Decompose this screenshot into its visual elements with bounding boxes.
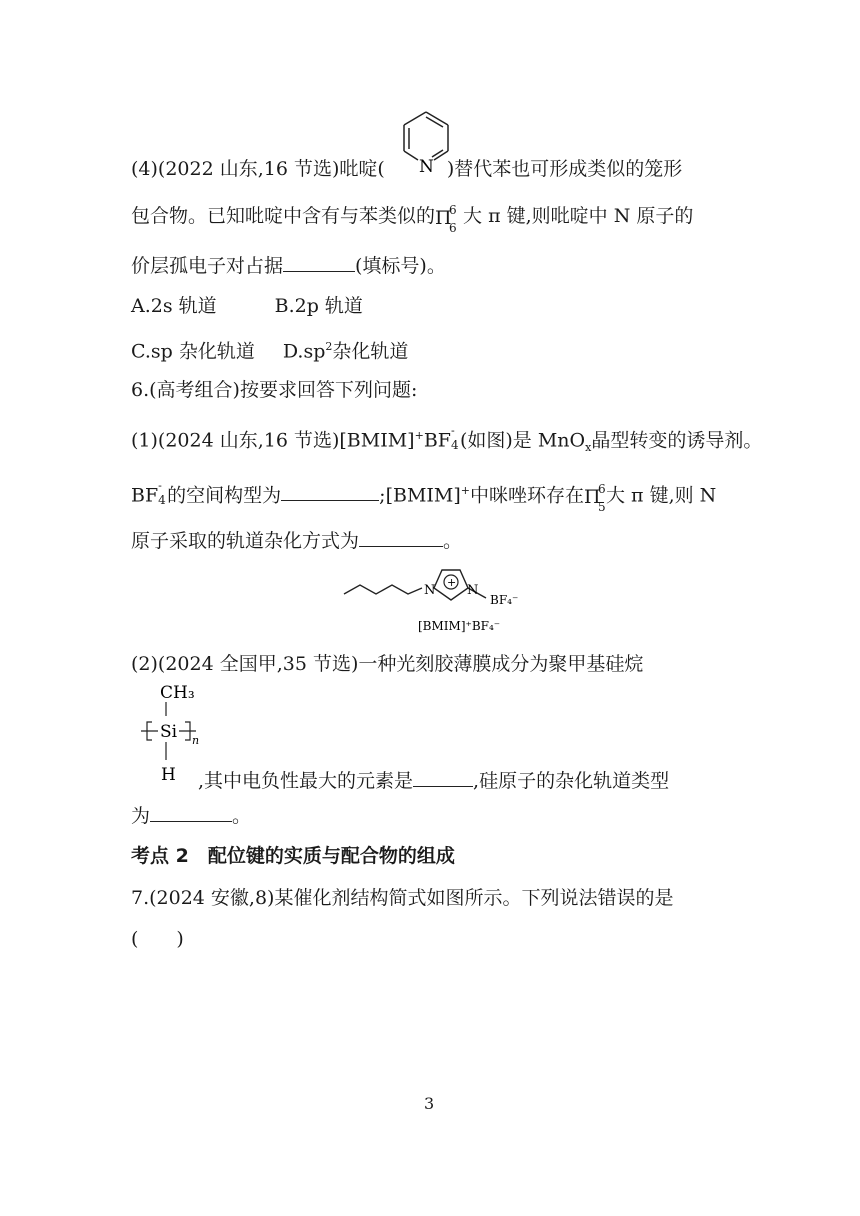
bmim-structure	[338, 558, 528, 638]
q6-part2-line1: (2)(2024 全国甲,35 节选)一种光刻胶薄膜成分为聚甲基硅烷	[131, 653, 644, 675]
svg-text:n: n	[192, 734, 200, 747]
answer-blank[interactable]	[283, 251, 355, 272]
q7-line1: 7.(2024 安徽,8)某催化剂结构简式如图所示。下列说法错误的是	[131, 887, 674, 909]
q4-line3: 价层孤电子对占据 (填标号)。	[131, 251, 446, 279]
q6-title: 6.(高考组合)按要求回答下列问题:	[131, 379, 418, 401]
q6-part1-line3: 原子采取的轨道杂化方式为 。	[131, 526, 462, 554]
q6-part1-line1: (1)(2024 山东,16 节选)[BMIM]+BF - 4 (如图)是 MnO$_x$晶型转变的诱导剂。	[131, 424, 763, 455]
q4-line1: (4)(2022 山东,16 节选)吡啶( )替代苯也可形成类似的笼形	[131, 158, 683, 180]
answer-blank[interactable]	[281, 480, 379, 501]
pi-bond-symbol: Π 6 5	[584, 482, 606, 515]
svg-text:BF₄⁻: BF₄⁻	[490, 593, 519, 607]
q4-line2: 包合物。已知吡啶中含有与苯类似的 Π 6 6 大 π 键,则吡啶中 N 原子的	[131, 203, 694, 235]
svg-text:H: H	[161, 765, 176, 785]
svg-text:CH₃: CH₃	[160, 683, 195, 703]
answer-blank[interactable]	[413, 766, 473, 787]
svg-text:+: +	[447, 576, 457, 589]
page-number: 3	[424, 1094, 435, 1113]
pyridine-structure	[396, 106, 456, 178]
answer-blank[interactable]	[150, 801, 232, 822]
q4-options-ab: A.2s 轨道 B.2p 轨道	[131, 295, 363, 317]
svg-text:N: N	[424, 583, 436, 598]
q4-options-cd: C.sp 杂化轨道 $D.sp^2$杂化轨道	[131, 340, 409, 363]
svg-text:N: N	[467, 583, 479, 598]
q6-part2-line2: ,其中电负性最大的元素是 ,硅原子的杂化轨道类型	[198, 766, 669, 794]
pi-bond-symbol: Π 6 6	[435, 203, 457, 235]
answer-blank[interactable]	[359, 526, 443, 547]
pyridine-n-atom: N	[419, 157, 434, 177]
q7-line2: ( )	[131, 928, 184, 950]
section-heading: 考点 2 配位键的实质与配合物的组成	[131, 845, 455, 867]
q6-part1-line2: BF - 4 的空间构型为 ;[BMIM]+中咪唑环存在 Π 6 5 大 π 键,则 N	[131, 479, 717, 515]
bmim-caption: [BMIM]⁺BF₄⁻	[418, 619, 501, 633]
svg-text:Si: Si	[160, 722, 178, 742]
q6-part2-line3: 为 。	[131, 801, 251, 829]
